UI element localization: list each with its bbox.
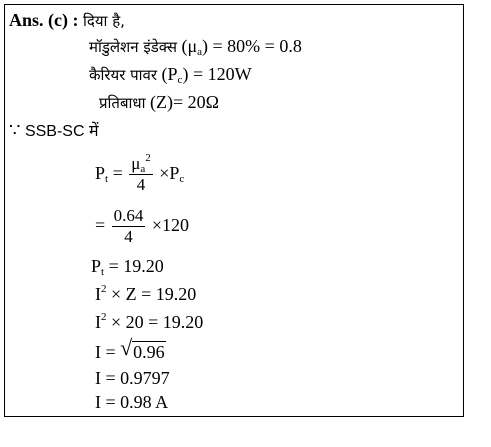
substitution-step xyxy=(95,203,189,247)
fraction-denominator: 4 xyxy=(124,227,133,247)
given-symbol: Z xyxy=(156,92,168,112)
sqrt-line xyxy=(95,335,166,363)
square-root: √ 0.96 xyxy=(120,335,165,362)
step-line: $P_t = 19.20$ xyxy=(91,256,164,278)
given-label: प्रतिबाधा xyxy=(99,94,146,112)
formula-lhs-subscript: t xyxy=(105,173,109,185)
answer-prefix: Ans. (c) : xyxy=(9,10,79,30)
sqrt-lhs: I = xyxy=(95,342,121,362)
given-label: दिया है, xyxy=(83,12,125,30)
answer-box xyxy=(4,4,464,417)
sqrt-argument: 0.96 xyxy=(133,342,165,362)
formula-lhs: P xyxy=(95,163,106,183)
given-value: = 120W xyxy=(192,64,252,84)
final-answer: I = 0.98 A xyxy=(95,392,169,412)
formula-times-subscript: c xyxy=(179,173,185,185)
step-line: $I^2 \times 20 = 19.20$ xyxy=(95,311,204,332)
step-line: $I^2 \times Z = 19.20$ xyxy=(95,283,197,304)
equals-sign: = xyxy=(95,215,106,235)
result-line: I = 0.9797 xyxy=(95,368,170,388)
because-symbol: ∵ xyxy=(9,120,21,140)
fraction-numerator: $\mu_a^2$ xyxy=(131,152,151,176)
given-label: कैरियर पावर xyxy=(89,66,158,84)
fraction-denominator: 4 xyxy=(136,175,146,195)
given-value: = 20Ω xyxy=(173,92,220,112)
formula-times: ×P xyxy=(159,163,180,183)
given-value: = 80% = 0.8 xyxy=(212,36,302,56)
fraction xyxy=(112,206,146,247)
given-symbol: μ xyxy=(187,36,198,56)
given-subscript: a xyxy=(197,46,203,58)
given-subscript: c xyxy=(177,74,183,86)
given-impedance: प्रतिबाधा (Z)= 20Ω xyxy=(99,92,220,112)
since-text: SSB-SC में xyxy=(24,123,99,140)
step-tail: ×120 xyxy=(151,215,190,235)
answer-header xyxy=(9,9,125,32)
fraction-numerator: 0.64 xyxy=(113,206,144,226)
given-symbol: P xyxy=(167,64,178,84)
given-modulation-index: मॉडुलेशन इंडेक्स $(\mu_a) = 80\% = 0.8$ xyxy=(89,36,302,58)
given-label: मॉडुलेशन इंडेक्स xyxy=(89,38,177,56)
power-formula xyxy=(95,151,184,195)
equals-sign: = xyxy=(112,163,123,183)
fraction xyxy=(129,154,153,195)
given-carrier-power: कैरियर पावर $(P_c) = 120W$ xyxy=(89,64,252,86)
since-line xyxy=(9,119,99,143)
